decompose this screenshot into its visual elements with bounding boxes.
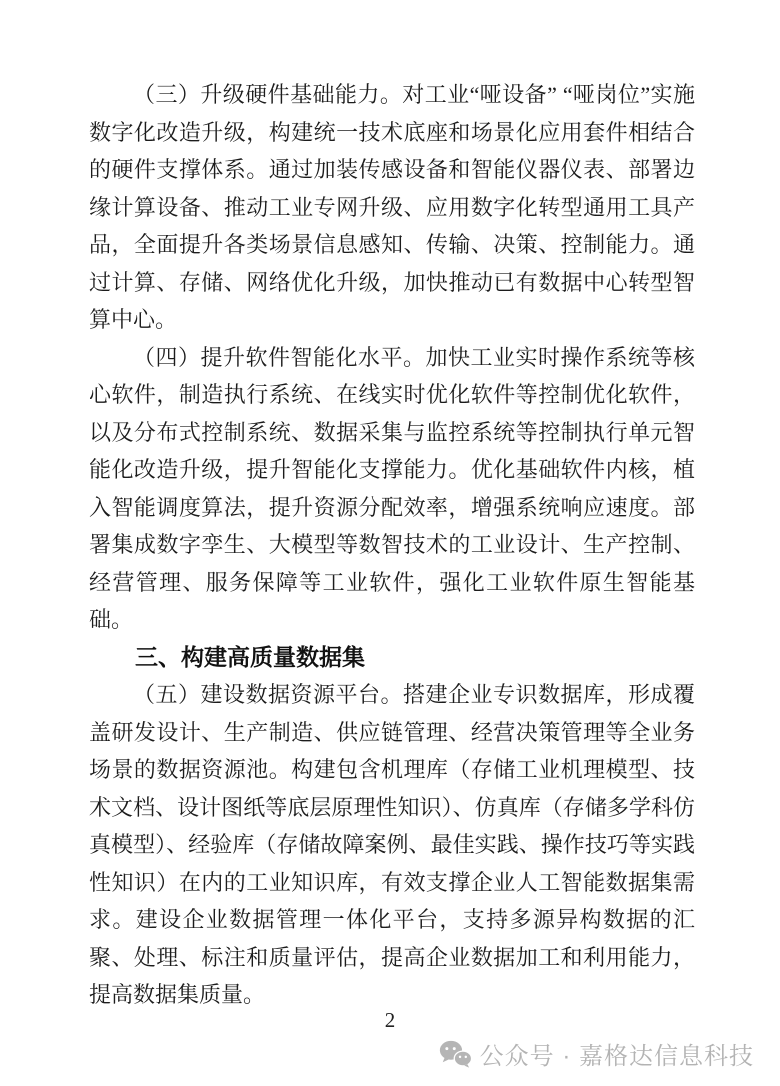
wechat-icon (439, 1040, 472, 1068)
section-heading: 三、构建高质量数据集 (135, 643, 365, 670)
paragraph-section-5: （五）建设数据资源平台。搭建企业专识数据库，形成覆盖研发设计、生产制造、供应链管理、经营决策管理等全业务场景的数据资源池。构建包含机理库（存储工业机理模型、技术文档、设计图纸等底层原理性知识）、仿真库（存储多学科仿真模型）、经验库（存储故障案例、最佳实践、操作技巧等实践性知识）在内的工业知识库，有效支撑企业人工智能数据集需求。建设企业数据管理一体化平台，支持多源异构数据的汇聚、处理、标注和质量评估，提高企业数据加工和利用能力，提高数据集质量。 (89, 682, 695, 1007)
page-number: 2 (384, 1008, 396, 1032)
paragraph-section-4: （四）提升软件智能化水平。加快工业实时操作系统等核心软件，制造执行系统、在线实时优化软件等控制优化软件，以及分布式控制系统、数据采集与监控系统等控制执行单元智能化改造升级，提升智能化支撑能力。优化基础软件内核，植入智能调度算法，提升资源分配效率，增强系统响应速度。部署集成数字孪生、大模型等数智技术的工业设计、生产控制、经营管理、服务保障等工业软件，强化工业软件原生智能基础。 (89, 344, 695, 632)
watermark (439, 1036, 754, 1071)
watermark-text: 公众号 · 嘉格达信息科技 (479, 1043, 754, 1070)
document-body (89, 76, 695, 1014)
paragraph-section-3: （三）升级硬件基础能力。对工业“哑设备” “哑岗位”实施数字化改造升级，构建统一技术底座和场景化应用套件相结合的硬件支撑体系。通过加装传感设备和智能仪器仪表、部署边缘计算设备、推动工业专网升级、应用数字化转型通用工具产品，全面提升各类场景信息感知、传输、决策、控制能力。通过计算、存储、网络优化升级，加快推动已有数据中心转型智算中心。 (89, 82, 695, 332)
